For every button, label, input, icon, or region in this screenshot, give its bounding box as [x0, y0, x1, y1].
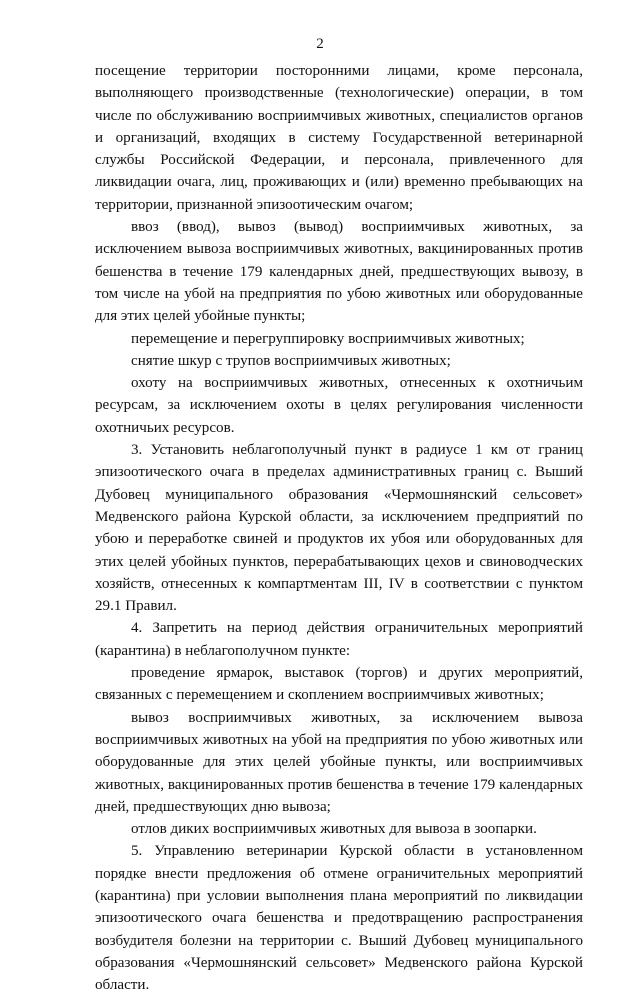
paragraph-item-4: 4. Запретить на период действия ограничительных мероприятий (карантина) в неблагополучном пункте: [95, 620, 583, 659]
paragraph-capture-ban: отлов диких восприимчивых животных для вывоза в зоопарки. [131, 821, 537, 838]
paragraph-fairs-ban: проведение ярмарок, выставок (торгов) и других мероприятий, связанных с перемещением и скоплением восприимчивых животных; [95, 665, 583, 704]
document-body [95, 60, 583, 996]
page-number: 2 [316, 36, 324, 52]
paragraph-visit-ban: посещение территории посторонними лицами, кроме персонала, выполняющего производственные (технологические) операции, в том числе по обслуживанию восприимчивых животных, специалистов органов и организаций, входящих в систему Государственной ветеринарной службы Российской Федерации, и персонала, привлеченного для ликвидации очага, лиц, проживающих и (или) временно пребывающих на территории, признанной эпизоотическим очагом; [95, 63, 583, 213]
paragraph-skinning-ban: снятие шкур с трупов восприимчивых животных; [131, 352, 451, 369]
paragraph-hunting-ban: охоту на восприимчивых животных, отнесенных к охотничьим ресурсам, за исключением охоты в целях регулирования численности охотничьих ресурсов. [95, 375, 583, 436]
paragraph-item-3: 3. Установить неблагополучный пункт в радиусе 1 км от границ эпизоотического очага в пределах административных границ с. Выший Дубовец муниципального образования «Чермошнянский сельсовет» Медвенского района Курской области, за исключением предприятий по убою и переработке свиней и продуктов их убоя или оборудованных для этих целей убойных пунктов, перерабатывающих цехов и свиноводческих хозяйств, отнесенных к компартментам III, IV в соответствии с пунктом 29.1 Правил. [95, 442, 583, 615]
paragraph-import-export-ban: ввоз (ввод), вывоз (вывод) восприимчивых животных, за исключением вывоза восприимчивых животных, вакцинированных против бешенства в течение 179 календарных дней, предшествующих вывозу, в том числе на убой на предприятия по убою животных или оборудованные для этих целей убойные пункты; [95, 219, 583, 325]
paragraph-regrouping-ban: перемещение и перегруппировку восприимчивых животных; [131, 330, 525, 347]
paragraph-item-5: 5. Управлению ветеринарии Курской области в установленном порядке внести предложения об отмене ограничительных мероприятий (карантина) при условии выполнения плана мероприятий по ликвидации эпизоотического очага бешенства и предотвращению распространения возбудителя болезни на территории с. Выший Дубовец муниципального образования «Чермошнянский сельсовет» Медвенского района Курской области. [95, 843, 583, 994]
paragraph-removal-ban: вывоз восприимчивых животных, за исключением вывоза восприимчивых животных на убой на предприятия по убою животных или оборудованные для этих целей убойные пункты, или восприимчивых животных, вакцинированных против бешенства в течение 179 календарных дней, предшествующих дню вывоза; [95, 709, 583, 815]
